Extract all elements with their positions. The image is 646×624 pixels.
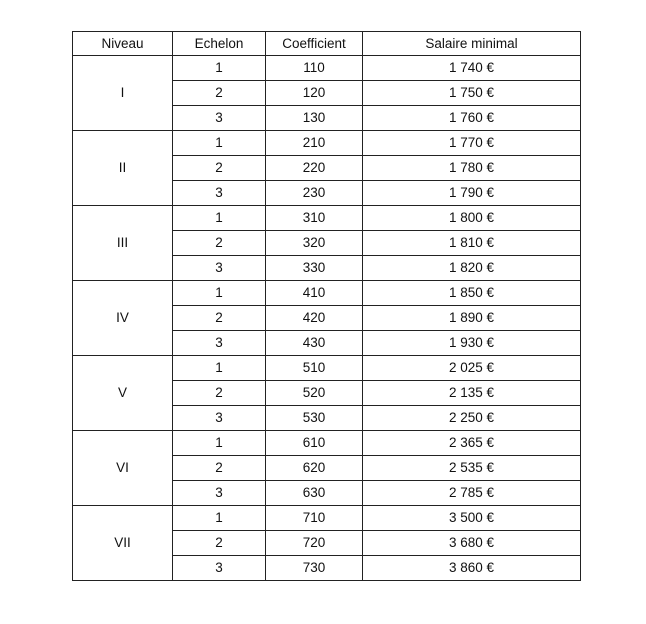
table-row <box>73 431 581 456</box>
echelon-cell: 1 <box>173 431 266 456</box>
niveau-cell: VII <box>73 506 173 581</box>
coefficient-cell: 630 <box>266 481 363 506</box>
niveau-cell: V <box>73 356 173 431</box>
salaire-cell: 1 890 € <box>363 306 581 331</box>
header-echelon: Echelon <box>173 32 266 56</box>
echelon-cell: 2 <box>173 231 266 256</box>
salaire-cell: 1 780 € <box>363 156 581 181</box>
coefficient-cell: 210 <box>266 131 363 156</box>
echelon-cell: 2 <box>173 456 266 481</box>
echelon-cell: 2 <box>173 306 266 331</box>
coefficient-cell: 330 <box>266 256 363 281</box>
salaire-cell: 3 500 € <box>363 506 581 531</box>
echelon-cell: 3 <box>173 481 266 506</box>
echelon-cell: 3 <box>173 181 266 206</box>
coefficient-cell: 730 <box>266 556 363 581</box>
salaire-cell: 1 790 € <box>363 181 581 206</box>
niveau-cell: III <box>73 206 173 281</box>
echelon-cell: 2 <box>173 531 266 556</box>
niveau-cell: IV <box>73 281 173 356</box>
table-row <box>73 206 581 231</box>
echelon-cell: 2 <box>173 156 266 181</box>
salaire-cell: 1 810 € <box>363 231 581 256</box>
coefficient-cell: 320 <box>266 231 363 256</box>
coefficient-cell: 310 <box>266 206 363 231</box>
table-row <box>73 506 581 531</box>
salaire-cell: 2 025 € <box>363 356 581 381</box>
salaire-cell: 1 800 € <box>363 206 581 231</box>
niveau-cell: I <box>73 56 173 131</box>
coefficient-cell: 710 <box>266 506 363 531</box>
salaire-cell: 2 250 € <box>363 406 581 431</box>
coefficient-cell: 620 <box>266 456 363 481</box>
echelon-cell: 3 <box>173 556 266 581</box>
echelon-cell: 1 <box>173 206 266 231</box>
echelon-cell: 1 <box>173 356 266 381</box>
echelon-cell: 2 <box>173 381 266 406</box>
coefficient-cell: 430 <box>266 331 363 356</box>
coefficient-cell: 120 <box>266 81 363 106</box>
coefficient-cell: 510 <box>266 356 363 381</box>
table-row <box>73 131 581 156</box>
salaire-cell: 2 535 € <box>363 456 581 481</box>
salaire-cell: 3 860 € <box>363 556 581 581</box>
salaire-cell: 3 680 € <box>363 531 581 556</box>
table-row <box>73 56 581 81</box>
salaire-cell: 1 770 € <box>363 131 581 156</box>
coefficient-cell: 530 <box>266 406 363 431</box>
echelon-cell: 3 <box>173 331 266 356</box>
salaire-cell: 1 930 € <box>363 331 581 356</box>
coefficient-cell: 410 <box>266 281 363 306</box>
coefficient-cell: 110 <box>266 56 363 81</box>
echelon-cell: 3 <box>173 106 266 131</box>
header-coefficient: Coefficient <box>266 32 363 56</box>
echelon-cell: 1 <box>173 56 266 81</box>
coefficient-cell: 420 <box>266 306 363 331</box>
salaire-cell: 2 785 € <box>363 481 581 506</box>
niveau-cell: II <box>73 131 173 206</box>
echelon-cell: 1 <box>173 281 266 306</box>
echelon-cell: 3 <box>173 406 266 431</box>
echelon-cell: 2 <box>173 81 266 106</box>
salaire-cell: 1 740 € <box>363 56 581 81</box>
coefficient-cell: 230 <box>266 181 363 206</box>
echelon-cell: 1 <box>173 506 266 531</box>
salaire-cell: 1 760 € <box>363 106 581 131</box>
salaire-cell: 2 365 € <box>363 431 581 456</box>
niveau-cell: VI <box>73 431 173 506</box>
header-row <box>73 32 581 56</box>
header-salaire-minimal: Salaire minimal <box>363 32 581 56</box>
salaire-cell: 1 750 € <box>363 81 581 106</box>
coefficient-cell: 130 <box>266 106 363 131</box>
table-body <box>73 56 581 581</box>
header-niveau: Niveau <box>73 32 173 56</box>
coefficient-cell: 520 <box>266 381 363 406</box>
coefficient-cell: 610 <box>266 431 363 456</box>
coefficient-cell: 720 <box>266 531 363 556</box>
salaire-cell: 2 135 € <box>363 381 581 406</box>
echelon-cell: 1 <box>173 131 266 156</box>
salaire-cell: 1 850 € <box>363 281 581 306</box>
table-row <box>73 281 581 306</box>
echelon-cell: 3 <box>173 256 266 281</box>
salaire-cell: 1 820 € <box>363 256 581 281</box>
salary-grid-table <box>72 31 581 581</box>
coefficient-cell: 220 <box>266 156 363 181</box>
table-row <box>73 356 581 381</box>
